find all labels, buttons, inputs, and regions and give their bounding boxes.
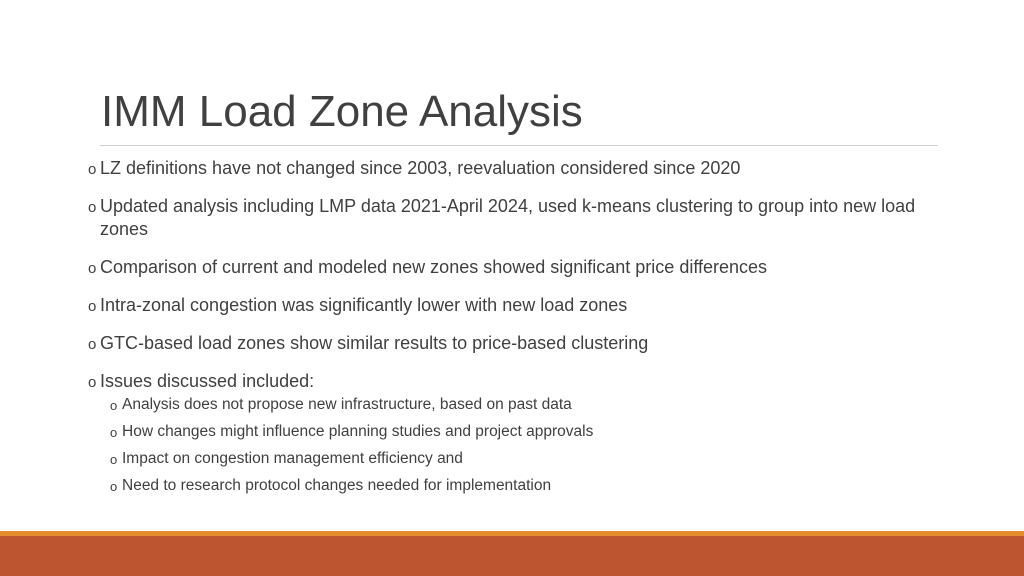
slide-title: IMM Load Zone Analysis xyxy=(101,87,583,136)
sub-bullet-text: How changes might influence planning studies and project approvals xyxy=(122,423,594,440)
sub-bullet-list xyxy=(110,395,928,496)
bullet-list xyxy=(88,157,928,511)
title-divider xyxy=(100,145,938,146)
bullet-item xyxy=(88,256,928,279)
bullet-text: LZ definitions have not changed since 2003, reevaluation considered since 2020 xyxy=(100,158,741,178)
footer-bar xyxy=(0,536,1024,576)
bullet-text: Comparison of current and modeled new zones showed significant price differences xyxy=(100,257,768,277)
sub-bullet-item xyxy=(110,449,928,469)
bullet-marker-icon: o xyxy=(88,199,97,216)
sub-bullet-marker-icon: o xyxy=(110,425,118,440)
bullet-marker-icon: o xyxy=(88,161,97,178)
sub-bullet-marker-icon: o xyxy=(110,452,118,467)
sub-bullet-marker-icon: o xyxy=(110,398,118,413)
sub-bullet-item xyxy=(110,422,928,442)
sub-bullet-text: Analysis does not propose new infrastructure, based on past data xyxy=(122,396,572,413)
bullet-text: Updated analysis including LMP data 2021-April 2024, used k-means clustering to group into new load zones xyxy=(100,196,916,239)
bullet-item xyxy=(88,294,928,317)
bullet-text: GTC-based load zones show similar results to price-based clustering xyxy=(100,333,649,353)
bullet-marker-icon: o xyxy=(88,298,97,315)
bullet-marker-icon: o xyxy=(88,336,97,353)
sub-bullet-item xyxy=(110,476,928,496)
bullet-item xyxy=(88,157,928,180)
sub-bullet-text: Need to research protocol changes needed for implementation xyxy=(122,477,552,494)
bullet-item xyxy=(88,195,928,241)
sub-bullet-marker-icon: o xyxy=(110,479,118,494)
bullet-marker-icon: o xyxy=(88,374,97,391)
sub-bullet-text: Impact on congestion management efficiency and xyxy=(122,450,463,467)
bullet-item xyxy=(88,370,928,496)
bullet-marker-icon: o xyxy=(88,260,97,277)
bullet-text: Issues discussed included: xyxy=(100,371,315,391)
bullet-item xyxy=(88,332,928,355)
bullet-text: Intra-zonal congestion was significantly lower with new load zones xyxy=(100,295,628,315)
sub-bullet-item xyxy=(110,395,928,415)
